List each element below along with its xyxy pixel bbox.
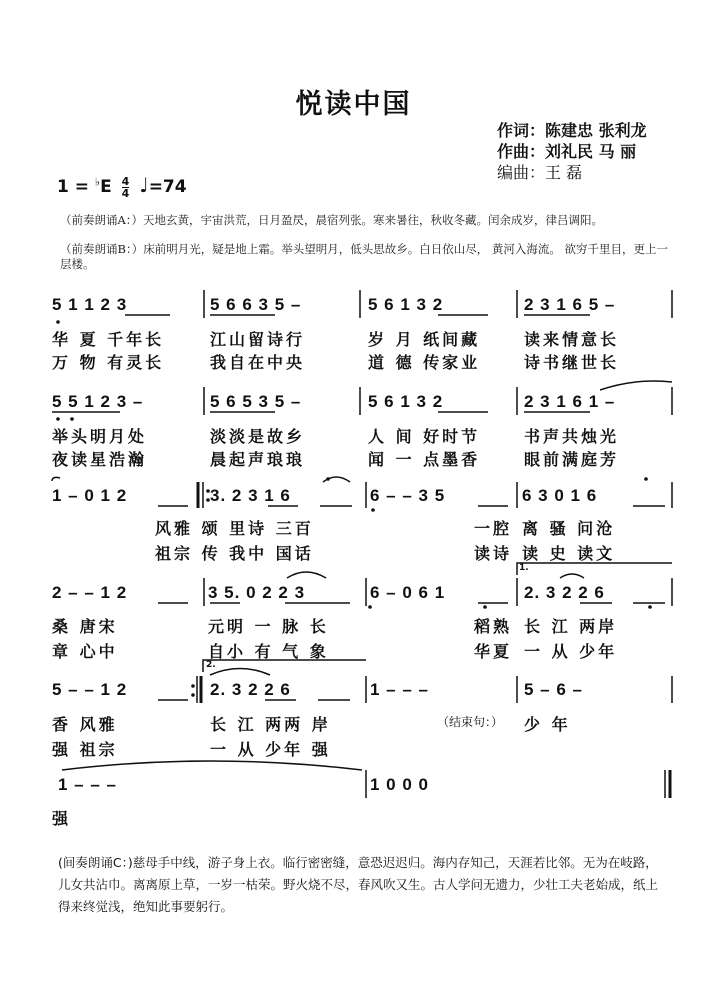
lyric-2-3b: 闻 一 点墨香 <box>368 450 481 469</box>
lyric-5-4a: 少 年 <box>524 715 571 734</box>
measure-5-3: 1 – – – <box>370 680 429 699</box>
measure-5-1: 5 – – 1 2 <box>52 680 128 699</box>
lyric-4-2b: 自小 有 气 象 <box>208 642 329 661</box>
key-note: E <box>100 177 112 197</box>
measure-4-4: 2. 3 2 2 6 <box>524 583 605 602</box>
quarter-note-icon: ♩ <box>139 173 149 197</box>
lyric-3-4a: 离 骚 问沧 <box>522 519 616 538</box>
lyric-4-3a: 稻熟 <box>474 617 513 636</box>
interlude-recitation: (间奏朗诵C：)慈母手中线，游子身上衣。临行密密缝，意恐迟迟归。海内存知己，天涯若比邻。无为在岐路，儿女共沾巾。离离原上草，一岁一枯荣。野火烧不尽，春风吹又生。古人学问无遗力，少壮工夫老始成，纸上得来终觉浅，绝知此事要躬行。 <box>58 855 659 914</box>
composer-credit: 作曲：刘礼民 马 丽 <box>497 142 637 161</box>
measure-3-4: 6 3 0 1 6 <box>522 486 598 505</box>
second-ending-label: 2. <box>206 660 216 670</box>
lyric-1-3a: 岁 月 纸间藏 <box>368 330 481 349</box>
lyric-4-2a: 元明 一 脉 长 <box>208 617 329 636</box>
measure-1-1: 5 1 1 2 3 <box>52 295 128 314</box>
lyric-6-1a: 强 <box>52 809 72 828</box>
lyric-2-1a: 举头明月处 <box>52 427 148 446</box>
lyricist-credit: 作词：陈建忠 张利龙 <box>497 121 647 140</box>
time-bottom: 4 <box>121 186 130 200</box>
measure-3-1: 1 – 0 1 2 <box>52 486 128 505</box>
lyric-2-4a: 书声共烛光 <box>524 427 620 446</box>
lyric-4-1b: 章 心中 <box>52 642 118 661</box>
lyric-3-2b: 祖宗 传 我中 国话 <box>155 544 314 563</box>
measure-2-3: 5 6 1 3 2 <box>368 392 444 411</box>
measure-4-3: 6 – 0 6 1 <box>370 583 446 602</box>
first-ending-label: 1. <box>519 563 529 573</box>
measure-2-2: 5 6 5 3 5 – <box>210 392 302 411</box>
measure-2-4: 2 3 1 6 1 – <box>524 392 616 411</box>
lyric-5-1b: 强 祖宗 <box>52 740 118 759</box>
measure-6-2: 1 0 0 0 <box>370 775 429 794</box>
measure-4-2: 3 5. 0 2 2 3 <box>208 583 306 602</box>
prelude-a: （前奏朗诵A：）天地玄黄，宇宙洪荒，日月盈昃，晨宿列张。寒来暑往，秋收冬藏。闰余成岁，律吕调阳。 <box>60 213 604 227</box>
lyric-1-3b: 道 德 传家业 <box>368 353 481 372</box>
lyric-4-4b: 一 从 少年 <box>524 642 618 661</box>
measure-2-1: 5 5 1 2 3 – <box>52 392 144 411</box>
ending-label: （结束句：） <box>437 715 504 729</box>
lyric-3-3b: 读诗 <box>474 544 513 563</box>
lyric-2-1b: 夜读星浩瀚 <box>52 450 148 469</box>
measure-3-3: 6 – – 3 5 <box>370 486 446 505</box>
lyric-1-1b: 万 物 有灵长 <box>52 353 165 372</box>
lyric-2-3a: 人 间 好时节 <box>368 427 481 446</box>
lyric-1-1a: 华 夏 千年长 <box>52 330 165 349</box>
time-top: 4 <box>121 174 130 188</box>
lyric-4-3b: 华夏 <box>474 642 513 661</box>
arranger-credit: 编曲：王 磊 <box>497 163 583 182</box>
measure-1-3: 5 6 1 3 2 <box>368 295 444 314</box>
tempo-value: =74 <box>148 177 187 197</box>
prelude-b: （前奏朗诵B：）床前明月光，疑是地上霜。举头望明月，低头思故乡。白日依山尽， 黄河入海流。 欲穷千里目，更上一层楼。 <box>60 242 669 271</box>
key-prefix: 1 = <box>57 177 95 197</box>
measure-1-4: 2 3 1 6 5 – <box>524 295 616 314</box>
lyric-1-4a: 读来情意长 <box>524 330 620 349</box>
lyric-2-2b: 晨起声琅琅 <box>210 450 306 469</box>
lyric-5-2a: 长 江 两两 岸 <box>210 715 331 734</box>
lyric-1-4b: 诗书继世长 <box>524 353 620 372</box>
lyric-5-2b: 一 从 少年 强 <box>210 740 331 759</box>
lyric-4-1a: 桑 唐宋 <box>52 617 118 636</box>
song-title: 悦读中国 <box>295 89 412 120</box>
lyric-3-2a: 风雅 颂 里诗 三百 <box>155 519 314 538</box>
measure-5-2: 2. 3 2 2 6 <box>210 680 291 699</box>
measure-5-4: 5 – 6 – <box>524 680 583 699</box>
lyric-4-4a: 长 江 两岸 <box>524 617 618 636</box>
measure-3-2: 3. 2 3 1 6 <box>210 486 291 505</box>
lyric-3-3a: 一腔 <box>474 519 513 538</box>
lyric-5-1a: 香 风雅 <box>52 715 118 734</box>
lyric-2-4b: 眼前满庭芳 <box>524 450 620 469</box>
flat-sign: ♭ <box>94 175 101 189</box>
measure-1-2: 5 6 6 3 5 – <box>210 295 302 314</box>
lyric-1-2a: 江山留诗行 <box>210 330 306 349</box>
measure-4-1: 2 – – 1 2 <box>52 583 128 602</box>
lyric-3-4b: 读 史 读文 <box>522 544 616 563</box>
measure-6-1: 1 – – – <box>58 775 117 794</box>
lyric-2-2a: 淡淡是故乡 <box>210 427 306 446</box>
lyric-1-2b: 我自在中央 <box>210 353 306 372</box>
